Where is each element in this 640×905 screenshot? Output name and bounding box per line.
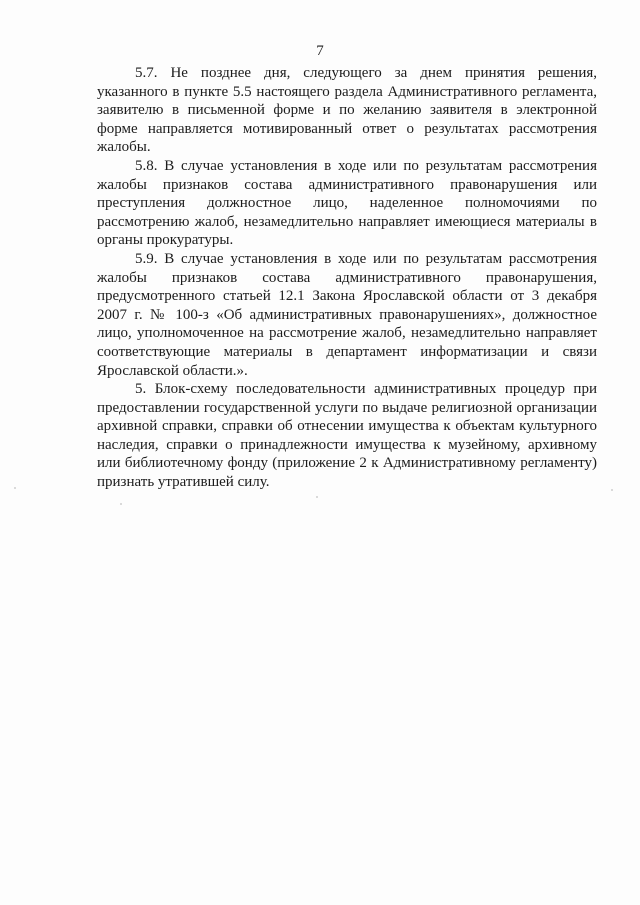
paragraph-5-7: 5.7. Не позднее дня, следующего за днем принятия решения, указанного в пункте 5.5 настоящего раздела Административного регламента, заявителю в письменной форме и по желанию заявителя в электронной форме направляется мотивированный ответ о результатах рассмотрения жалобы. xyxy=(97,65,597,156)
paragraph-item-5: 5. Блок-схему последовательности административных процедур при предоставлении государственной услуги по выдаче религиозной организации архивной справки, справки об отнесении имущества к объектам культурного наследия, справки о принадлежности имущества к музейному, архивному или библиотечному фонду (приложение 2 к Административному регламенту) признать утратившей силу. xyxy=(97,381,597,491)
paragraph-5-9: 5.9. В случае установления в ходе или по результатам рассмотрения жалобы признаков состава административного правонарушения, предусмотренного статьей 12.1 Закона Ярославской области от 3 декабря 2007 г. № 100-з «Об административных правонарушениях», должностное лицо, уполномоченное на рассмотрение жалоб, незамедлительно направляет соответствующие материалы в департамент информатизации и связи Ярославской области.». xyxy=(97,250,597,379)
page-number: 7 xyxy=(316,43,324,59)
scan-speck xyxy=(14,487,16,489)
scan-speck xyxy=(316,496,318,498)
document-body xyxy=(97,64,597,492)
paragraph-5-8: 5.8. В случае установления в ходе или по результатам рассмотрения жалобы признаков состава административного правонарушения или преступления должностное лицо, наделенное полномочиями по рассмотрению жалоб, незамедлительно направляет имеющиеся материалы в органы прокуратуры. xyxy=(97,157,597,249)
scan-speck xyxy=(611,489,613,491)
scan-speck xyxy=(120,503,122,505)
